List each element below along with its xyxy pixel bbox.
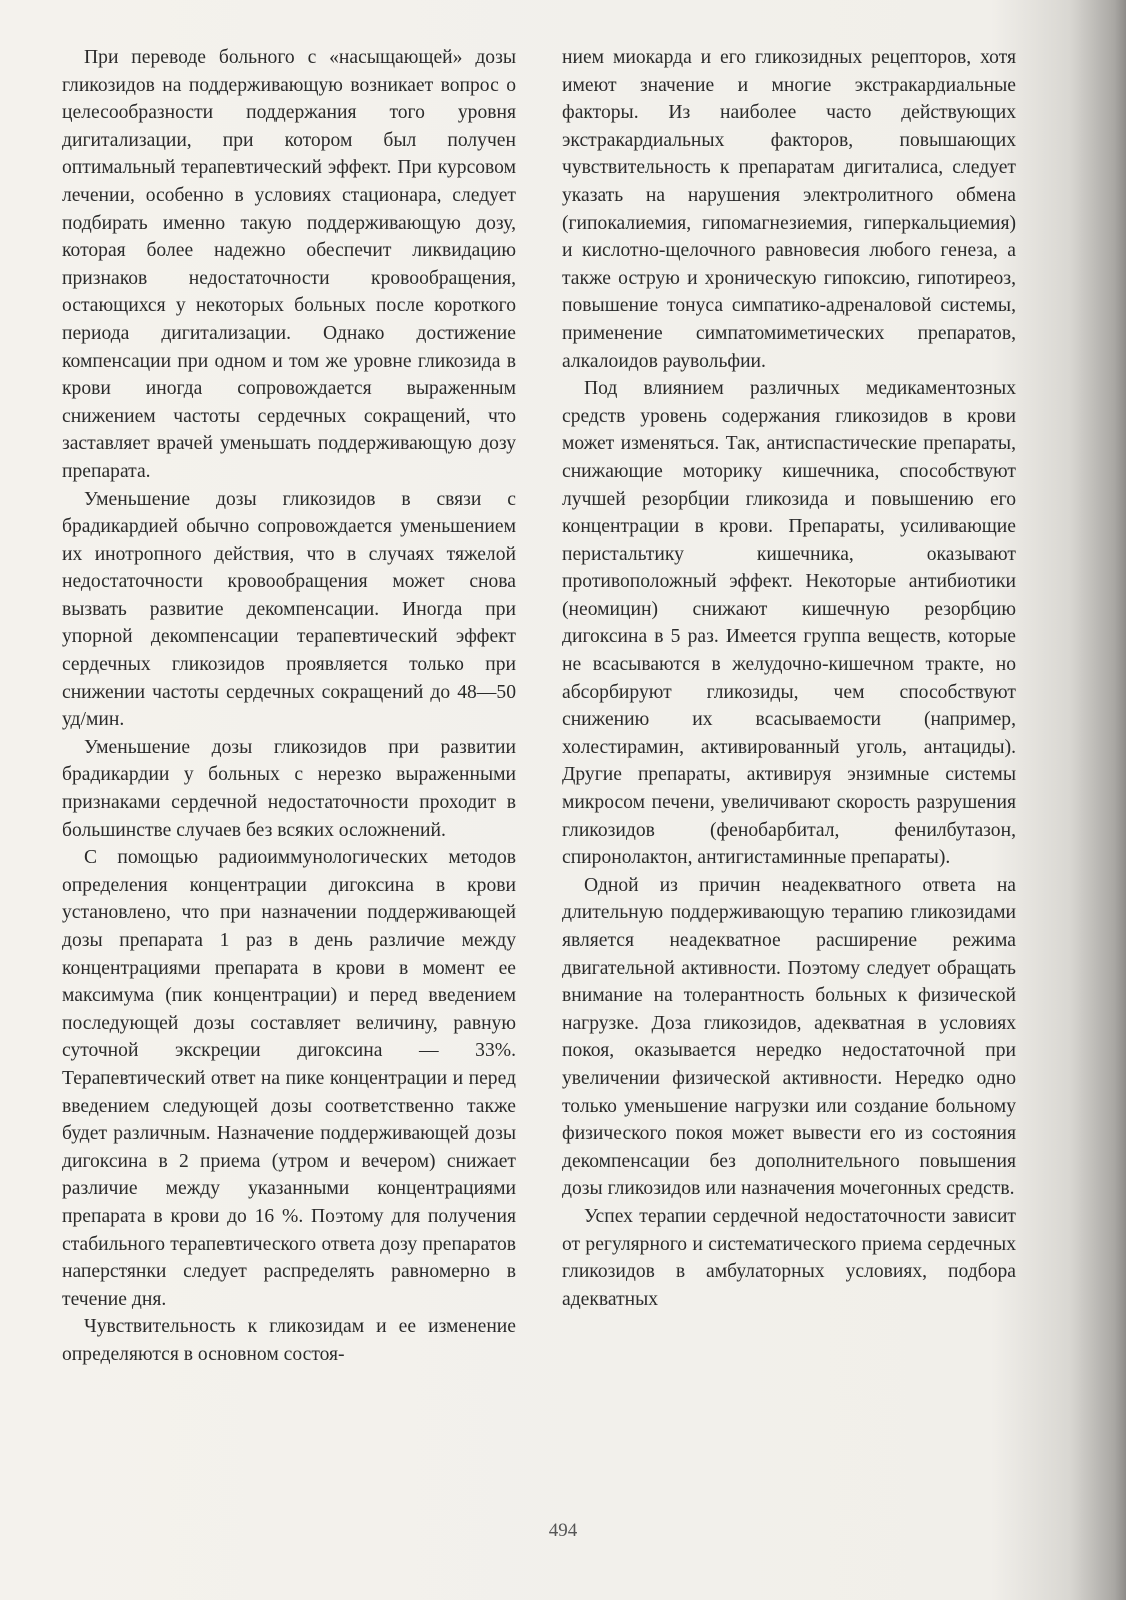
paragraph: Чувствительность к гликозидам и ее изменение определяются в основном состоя- — [62, 1316, 516, 1365]
page-number: 494 — [548, 1520, 578, 1541]
paragraph-continued: нием миокарда и его гликозидных рецепторов, хотя имеют значение и многие экстракардиальные факторы. Из наиболее часто действующих экстракардиальных факторов, повышающих чувствительность к препаратам дигиталиса, следует указать на нарушения электролитного обмена (гипокалиемия, гипомагнезиемия, гиперкальциемия) и кислотно-щелочного равновесия любого генеза, а также острую и хроническую гипоксию, гипотиреоз, повышение тонуса симпатико-адреналовой системы, применение симпатомиметических препаратов, алкалоидов раувольфии. — [562, 47, 1016, 372]
paragraph: При переводе больного с «насыщающей» дозы гликозидов на поддерживающую возникает вопрос о целесообразности поддержания того уровня дигитализации, при котором был получен оптимальный терапевтический эффект. При курсовом лечении, особенно в условиях стационара, следует подбирать именно такую поддерживающую дозу, которая более надежно обеспечит ликвидацию признаков недостаточности кровообращения, остающихся у некоторых больных после короткого периода дигитализации. Однако достижение компенсации при одном и том же уровне гликозида в крови иногда сопровождается выраженным снижением частоты сердечных сокращений, что заставляет врачей уменьшать поддерживающую дозу препарата. — [62, 47, 516, 482]
paragraph: Уменьшение дозы гликозидов в связи с брадикардией обычно сопровождается уменьшением их инотропного действия, что в случаях тяжелой недостаточности кровообращения может снова вызвать развитие декомпенсации. Иногда при упорной декомпенсации терапевтический эффект сердечных гликозидов проявляется только при снижении частоты сердечных сокращений до 48—50 уд/мин. — [62, 488, 516, 731]
right-column — [562, 44, 1016, 1313]
paragraph: Под влиянием различных медикаментозных средств уровень содержания гликозидов в крови может изменяться. Так, антиспастические препараты, снижающие моторику кишечника, способствуют лучшей резорбции гликозида и повышению его концентрации в крови. Препараты, усиливающие перистальтику кишечника, оказывают противоположный эффект. Некоторые антибиотики (неомицин) снижают кишечную резорбцию дигоксина в 5 раз. Имеется группа веществ, которые не всасываются в желудочно-кишечном тракте, но абсорбируют гликозиды, чем способствуют снижению их всасываемости (например, холестирамин, активированный уголь, антациды). Другие препараты, активируя энзимные системы микросом печени, увеличивают скорость разрушения гликозидов (фенобарбитал, фенилбутазон, спиронолактон, антигистаминные препараты). — [562, 378, 1016, 869]
paragraph: Уменьшение дозы гликозидов при развитии брадикардии у больных с нерезко выраженными признаками сердечной недостаточности проходит в большинстве случаев без всяких осложнений. — [62, 736, 516, 841]
paragraph: Успех терапии сердечной недостаточности зависит от регулярного и систематического приема сердечных гликозидов в амбулаторных условиях, подбора адекватных — [562, 1205, 1016, 1310]
paragraph: С помощью радиоиммунологических методов определения концентрации дигоксина в крови установлено, что при назначении поддерживающей дозы препарата 1 раз в день различие между концентрациями препарата в крови в момент ее максимума (пик концентрации) и перед введением последующей дозы составляет величину, равную суточной экскреции дигоксина — 33%. Терапевтический ответ на пике концентрации и перед введением следующей дозы соответственно также будет различным. Назначение поддерживающей дозы дигоксина в 2 приема (утром и вечером) снижает различие между указанными концентрациями препарата в крови до 16 %. Поэтому для получения стабильного терапевтического ответа дозу препаратов наперстянки следует распределять равномерно в течение дня. — [62, 847, 516, 1310]
left-column — [62, 44, 516, 1369]
paragraph: Одной из причин неадекватного ответа на длительную поддерживающую терапию гликозидами является неадекватное расширение режима двигательной активности. Поэтому следует обращать внимание на толерантность больных к физической нагрузке. Доза гликозидов, адекватная в условиях покоя, оказывается нередко недостаточной при увеличении физической активности. Нередко одно только уменьшение нагрузки или создание больному физического покоя может вывести его из состояния декомпенсации без дополнительного повышения дозы гликозидов или назначения мочегонных средств. — [562, 874, 1016, 1200]
